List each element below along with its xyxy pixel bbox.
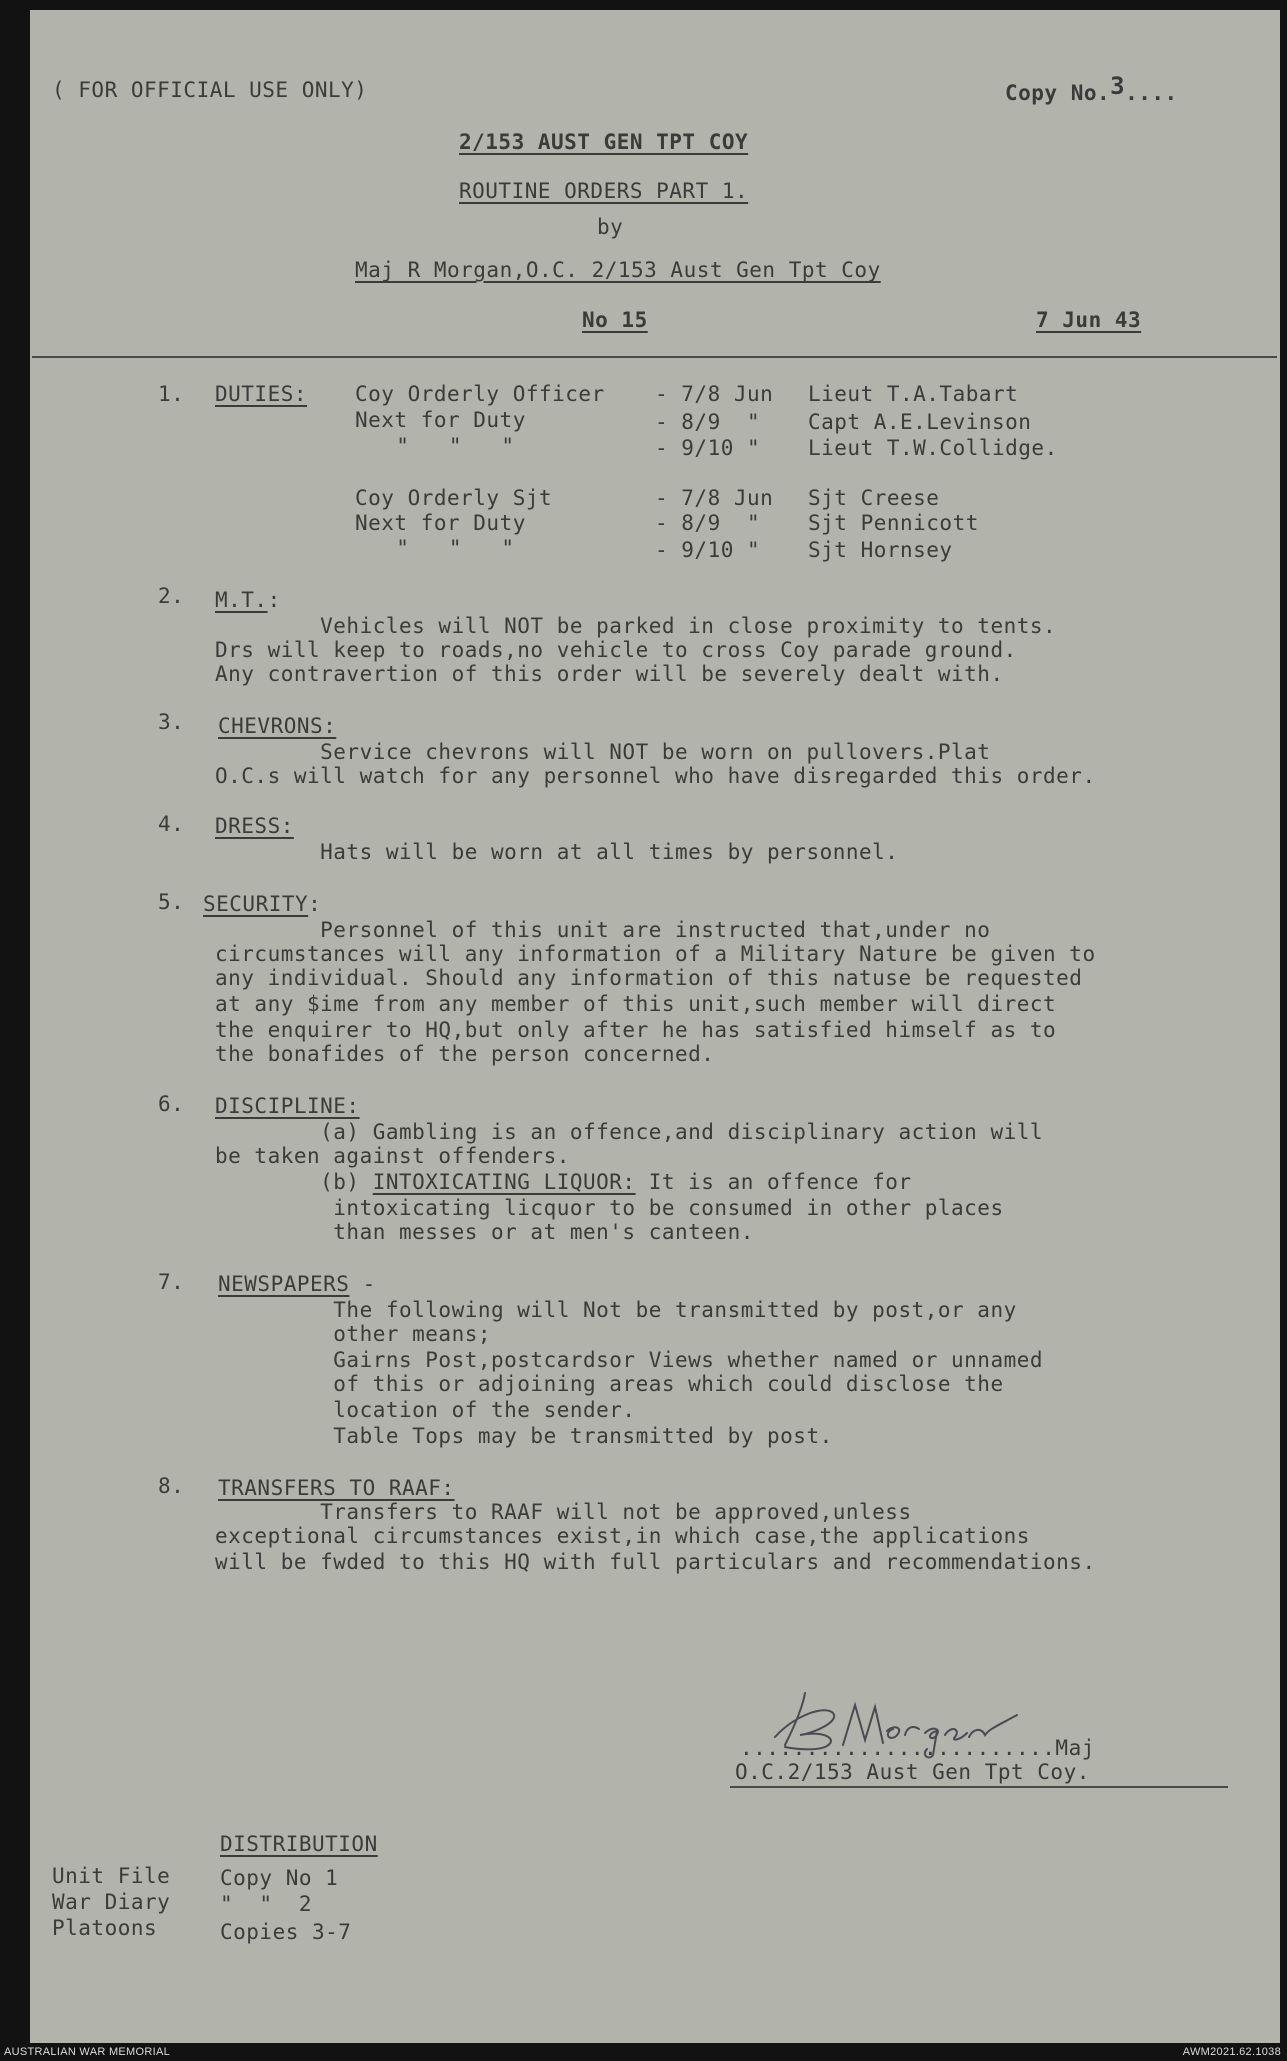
duty-person: Capt A.E.Levinson — [808, 410, 1032, 434]
dress-text: Hats will be worn at all times by personnel. — [215, 840, 899, 864]
dress-heading: DRESS: — [215, 814, 294, 838]
raaf-text: exceptional circumstances exist,in which case,the applications — [215, 1524, 1030, 1548]
security-text: circumstances will any information of a Military Nature be given to — [215, 942, 1096, 966]
copy-number-field: Copy No.3.... — [1005, 72, 1178, 105]
duty-role: Coy Orderly Officer — [355, 382, 605, 406]
distribution-copy: " " 2 — [220, 1892, 313, 1916]
duty-person: Sjt Pennicott — [808, 511, 979, 535]
newspapers-heading-line: NEWSPAPERS - — [218, 1272, 376, 1296]
newspapers-text: Gairns Post,postcardsor Views whether named or unnamed — [215, 1348, 1044, 1372]
distribution-copy: Copy No 1 — [220, 1866, 339, 1890]
duty-date: - 9/10 " — [655, 538, 761, 562]
newspapers-text: other means; — [215, 1322, 492, 1346]
duty-date: - 7/8 Jun — [655, 486, 774, 510]
signature-block: O.C.2/153 Aust Gen Tpt Coy. — [735, 1760, 1090, 1784]
mt-text: Vehicles will NOT be parked in close proximity to tents. — [215, 614, 1057, 638]
signature-rule — [730, 1786, 1228, 1788]
classification-label: ( FOR OFFICIAL USE ONLY) — [52, 78, 368, 102]
by-label: by — [597, 215, 624, 239]
duty-person: Sjt Creese — [808, 486, 940, 510]
newspapers-text: Table Tops may be transmitted by post. — [215, 1424, 833, 1448]
duty-role: Next for Duty — [355, 408, 526, 432]
copy-label: Copy No. — [1005, 81, 1111, 105]
duty-date: - 7/8 Jun — [655, 382, 774, 406]
security-heading: SECURITY — [203, 892, 309, 916]
discipline-text: be taken against offenders. — [215, 1144, 570, 1168]
discipline-text: (a) Gambling is an offence,and disciplinary action will — [215, 1120, 1044, 1144]
security-text: Personnel of this unit are instructed that,under no — [215, 918, 991, 942]
newspapers-text: The following will Not be transmitted by post,or any — [215, 1298, 1017, 1322]
duty-person: Lieut T.A.Tabart — [808, 382, 1019, 406]
distribution-heading: DISTRIBUTION — [220, 1832, 378, 1856]
header-divider — [32, 356, 1277, 358]
order-date: 7 Jun 43 — [1036, 308, 1142, 332]
item-number: 4. — [158, 812, 185, 836]
duty-role: " " " — [370, 434, 515, 458]
duty-role: " " " — [370, 536, 515, 560]
chevrons-heading: CHEVRONS: — [218, 714, 337, 738]
duty-role: Next for Duty — [355, 511, 526, 535]
duty-date: - 8/9 " — [655, 410, 761, 434]
distribution-recipient: War Diary — [52, 1890, 171, 1914]
author-line: Maj R Morgan,O.C. 2/153 Aust Gen Tpt Coy — [355, 258, 881, 282]
item-number: 6. — [158, 1092, 185, 1116]
raaf-text: will be fwded to this HQ with full particulars and recommendations. — [215, 1550, 1096, 1574]
security-text: any individual. Should any information of this natuse be requested — [215, 966, 1083, 990]
raaf-heading: TRANSFERS TO RAAF: — [218, 1476, 455, 1500]
newspapers-text: of this or adjoining areas which could disclose the — [215, 1372, 1004, 1396]
signature-dots-rank: ........................Maj — [740, 1736, 1095, 1760]
newspapers-text: location of the sender. — [215, 1398, 636, 1422]
duty-role: Coy Orderly Sjt — [355, 486, 553, 510]
security-text: the bonafides of the person concerned. — [215, 1042, 715, 1066]
item-number: 2. — [158, 584, 185, 608]
item-number: 3. — [158, 710, 185, 734]
item-number: 8. — [158, 1474, 185, 1498]
mt-text: Any contravertion of this order will be severely dealt with. — [215, 662, 1004, 686]
security-text: the enquirer to HQ,but only after he has satisfied himself as to — [215, 1018, 1057, 1042]
order-number: No 15 — [582, 308, 648, 332]
discipline-heading: DISCIPLINE: — [215, 1094, 360, 1118]
discipline-text: intoxicating licquor to be consumed in other places — [215, 1196, 1004, 1220]
unit-title: 2/153 AUST GEN TPT COY — [459, 130, 749, 154]
discipline-text: than messes or at men's canteen. — [215, 1220, 754, 1244]
mt-text: Drs will keep to roads,no vehicle to cross Coy parade ground. — [215, 638, 1017, 662]
duty-date: - 8/9 " — [655, 511, 761, 535]
distribution-recipient: Unit File — [52, 1864, 171, 1888]
newspapers-heading: NEWSPAPERS — [218, 1272, 350, 1296]
raaf-text: Transfers to RAAF will not be approved,unless — [215, 1500, 912, 1524]
item-number: 7. — [158, 1270, 185, 1294]
duty-person: Sjt Hornsey — [808, 538, 953, 562]
mt-heading: M.T. — [215, 588, 268, 612]
security-text: at any $ime from any member of this unit,such member will direct — [215, 992, 1057, 1016]
liquor-heading: INTOXICATING LIQUOR: — [372, 1170, 636, 1194]
item-number: 1. — [158, 382, 185, 406]
chevrons-text: Service chevrons will NOT be worn on pullovers.Plat — [215, 740, 991, 764]
duty-person: Lieut T.W.Collidge. — [808, 436, 1058, 460]
discipline-b-line: (b) INTOXICATING LIQUOR: It is an offence for — [215, 1170, 912, 1194]
duty-date: - 9/10 " — [655, 436, 761, 460]
document-title: ROUTINE ORDERS PART 1. — [459, 179, 749, 203]
distribution-recipient: Platoons — [52, 1916, 158, 1940]
footer-reference: AWM2021.62.1038 — [1182, 2046, 1281, 2058]
duties-heading: DUTIES: — [215, 382, 308, 406]
chevrons-text: O.C.s will watch for any personnel who have disregarded this order. — [215, 764, 1096, 788]
copy-number: 3 — [1110, 72, 1126, 100]
footer-source: AUSTRALIAN WAR MEMORIAL — [4, 2046, 171, 2058]
distribution-copy: Copies 3-7 — [220, 1920, 352, 1944]
item-number: 5. — [158, 890, 185, 914]
security-heading-line: SECURITY: — [203, 892, 322, 916]
mt-heading-line: M.T.: — [215, 588, 281, 612]
